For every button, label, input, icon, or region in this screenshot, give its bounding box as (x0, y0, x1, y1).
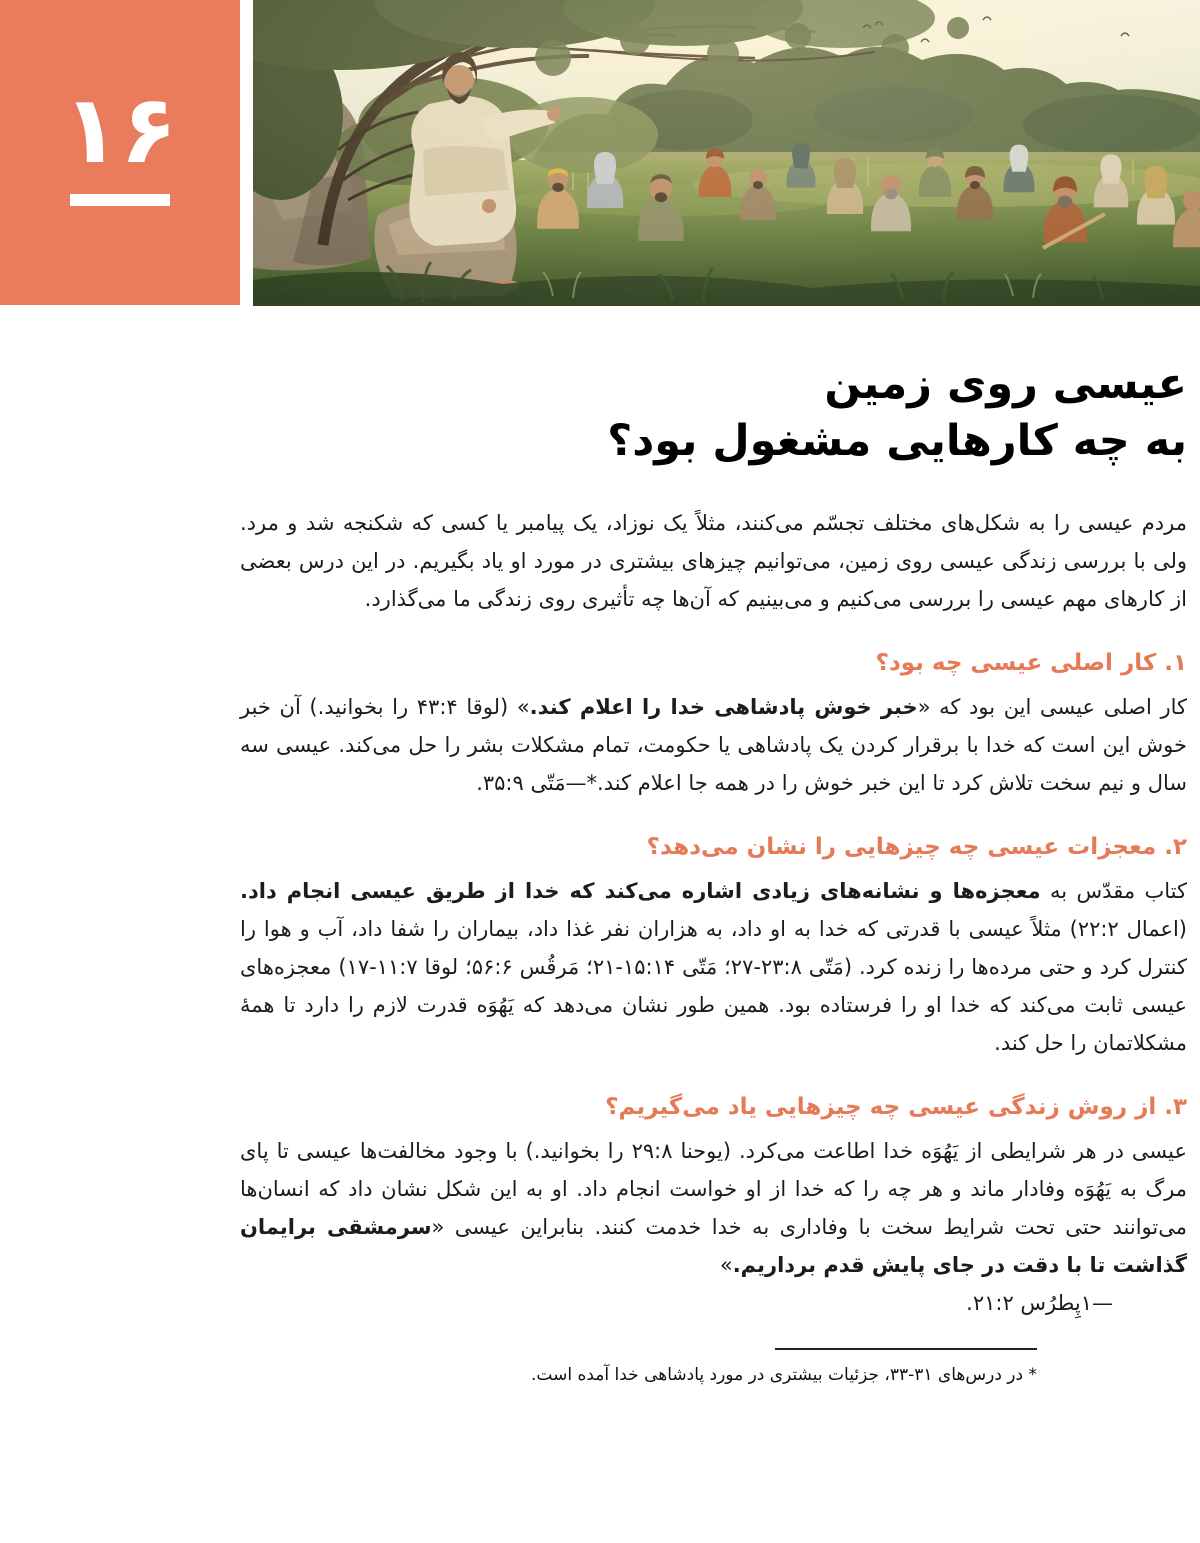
question-heading-2: ۲. معجزات عیسی چه چیزهایی را نشان می‌دهد؟ (646, 834, 1187, 860)
warm-light-overlay (253, 0, 1200, 306)
question-paragraph-1: کار اصلی عیسی این بود که «خبر خوش پادشاهی خدا را اعلام کند.» (لوقا ۴۳:۴ را بخوانید.) آن خبر خوش این است که خدا با برقرار کردن یک پادشاهی یا حکومت، تمام مشکلات بشر را حل می‌کند. عیسی سه سال و نیم سخت تلاش کرد تا این خبر خوش را در همه جا اعلام کند.*—مَتّی ۳۵:۹. (240, 695, 1187, 795)
question-heading-3: ۳. از روش زندگی عیسی چه چیزهایی یاد می‌گیریم؟ (605, 1094, 1187, 1120)
footnote-rule (775, 1348, 1037, 1350)
lesson-number-badge (0, 0, 240, 305)
lesson-content (240, 356, 1187, 1388)
question-paragraph-3: عیسی در هر شرایطی از یَهُوَه خدا اطاعت می‌کرد. (یوحنا ۲۹:۸ را بخوانید.) با وجود مخالفت‌ها عیسی تا پای مرگ به یَهُوَه وفادار ماند و هر چه را که خدا از او خواست انجام داد. او به این شکل نشان داد که انسان‌ها می‌توانند حتی تحت شرایط سخت با وفاداری به خدا خدمت کنند. بنابراین عیسی «سرمشقی برایمان گذاشت تا با دقت در جای پایش قدم برداریم.» (240, 1139, 1188, 1277)
scripture-citation: —۱پِطرُس ۲۱:۲. (966, 1291, 1113, 1315)
title-line-1: عیسی روی زمین (824, 359, 1187, 409)
title-line-2: به چه کارهایی مشغول بود؟ (607, 416, 1187, 466)
question-section-3 (240, 1092, 1187, 1322)
lesson-photo (253, 0, 1200, 306)
question-section-2 (240, 832, 1187, 1062)
question-section-1 (240, 648, 1187, 802)
question-heading-1: ۱. کار اصلی عیسی چه بود؟ (875, 650, 1187, 676)
footnote: * در درس‌های ۳۱-۳۳، جزئیات بیشتری در مورد پادشاهی خدا آمده است. (530, 1365, 1037, 1385)
lesson-number-underline (70, 194, 170, 206)
lesson-number: ۱۶ (62, 76, 178, 185)
intro-paragraph: مردم عیسی را به شکل‌های مختلف تجسّم می‌کنند، مثلاً یک نوزاد، یک پیامبر یا کسی که شکنجه شد و مرد. ولی با بررسی زندگی عیسی روی زمین، می‌توانیم چیزهای بیشتری در مورد او یاد بگیریم. در این درس بعضی از کارهای مهم عیسی را بررسی می‌کنیم و می‌بینیم که آن‌ها چه تأثیری روی زندگی ما می‌گذارد. (240, 511, 1187, 611)
photo-illustration (253, 0, 1200, 306)
question-paragraph-2: کتاب مقدّس به معجزه‌ها و نشانه‌های زیادی اشاره می‌کند که خدا از طریق عیسی انجام داد. (اعمال ۲۲:۲) مثلاً عیسی با قدرتی که خدا به او داد، به هزاران نفر غذا داد، بیماران را شفا داد، آب و هوا را کنترل کرد و حتی مرده‌ها را زنده کرد. (مَتّی ۲۳:۸-۲۷؛ مَتّی ۱۵:۱۴-۲۱؛ مَرقُس ۵۶:۶؛ لوقا ۱۱:۷-۱۷) معجزه‌های عیسی ثابت می‌کند که خدا او را فرستاده بود. همین طور نشان می‌دهد که یَهُوَه قدرت لازم را دارد تا همهٔ مشکلاتمان را حل کند. (240, 879, 1188, 1055)
page-title (240, 356, 1187, 470)
